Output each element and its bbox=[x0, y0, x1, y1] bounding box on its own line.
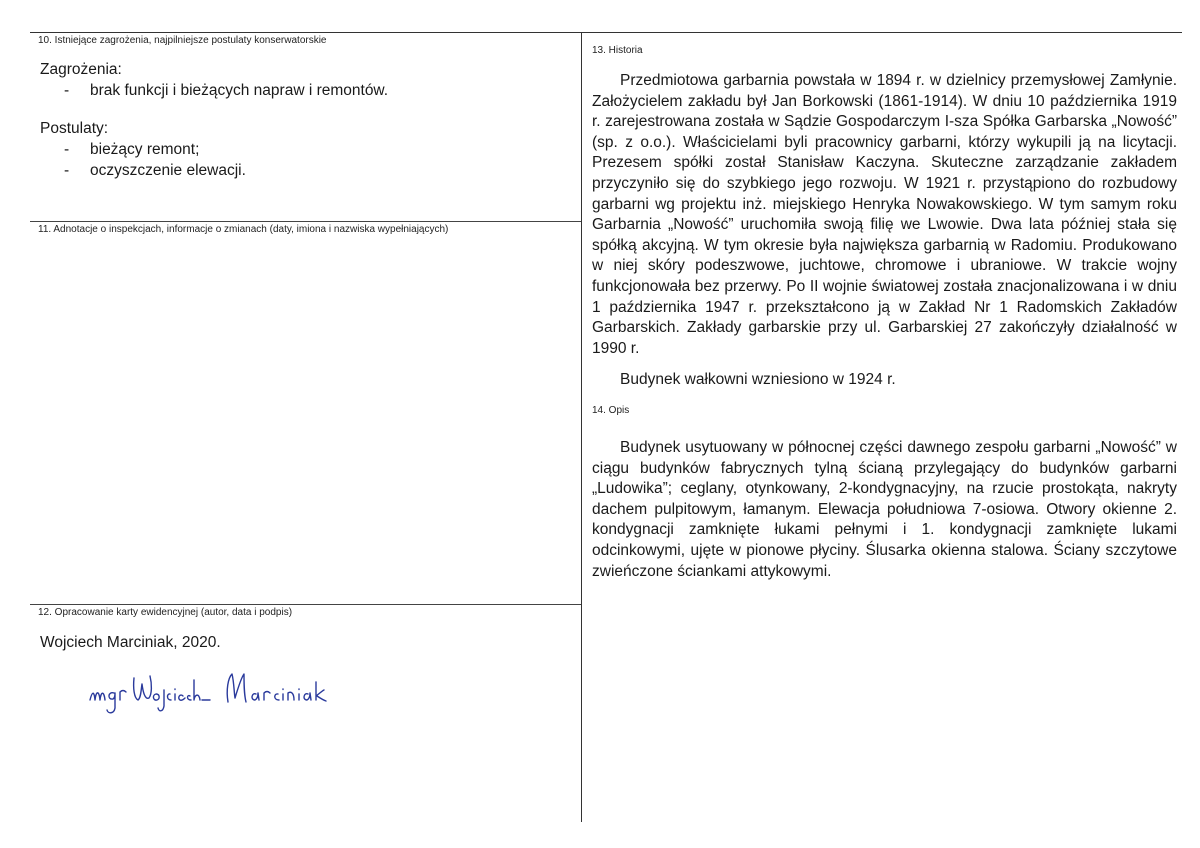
column-divider bbox=[581, 32, 582, 822]
section-11-rule bbox=[30, 221, 581, 222]
postulate-item: - oczyszczenie elewacji. bbox=[40, 160, 246, 181]
section-14-label: 14. Opis bbox=[592, 405, 630, 416]
section-12-label: 12. Opracowanie karty ewidencyjnej (autor, data i podpis) bbox=[38, 607, 293, 618]
section-10-label: 10. Istniejące zagrożenia, najpilniejsze postulaty konserwatorskie bbox=[38, 35, 327, 46]
threats-list bbox=[40, 80, 388, 101]
description-paragraph: Budynek usytuowany w północnej części dawnego zespołu garbarni „Nowość” w ciągu budynków fabrycznych tylną ścianą przylegający do budynków garbarni „Ludowika”; ceglany, otynkowany, 2-kondygnacyjny, na rzucie prostokąta, nakryty dachem pulpitowym, łamanym. Elewacja południowa 7-osiowa. Otwory okienne 2. kondygnacji zamknięte łukami pełnymi i 1. kondygnacji zamknięte lukami odcinkowymi, ujęte w pionowe płyciny. Ślusarka okienna stalowa. Ściany szczytowe zwieńczone ściankami attykowymi. bbox=[592, 439, 1177, 580]
history-paragraph: Przedmiotowa garbarnia powstała w 1894 r. w dzielnicy przemysłowej Zamłynie. Założycielem zakładu był Jan Borkowski (1861-1914). W dniu 10 października 1919 r. zarejestrowana została w Sądzie Gospodarczym I-sza Spółka Garbarska „Nowość” (sp. z o.o.). Właścicielami byli pracownicy garbarni, którzy wykupili ją na licytacji. Prezesem spółki został Stanisław Kaczyna. Skuteczne zarządzanie zakładem przyczyniło się do szybkiego jego rozwoju. W 1921 r. przystąpiono do rozbudowy garbarni wg projektu inż. miejskiego Henryka Nowakowskiego. W tym samym roku Garbarnia „Nowość” uruchomiła swoją filię we Lwowie. Dwa lata później stała się spółką akcyjną. W tym okresie była największa garbarnią w Radomiu. Produkowano w niej skóry podeszwowe, juchtowe, chromowe i ubraniowe. W trakcie wojny funkcjonowała bez przerwy. Po II wojnie światowej została znacjonalizowana i w dniu 1 października 1947 r. przekształcono ją w Zakład Nr 1 Radomskich Zakładów Garbarskich. Zakłady garbarskie przy ul. Garbarskiej 27 zakończyły działalność w 1990 r. bbox=[592, 72, 1177, 357]
section-11-label: 11. Adnotacje o inspekcjach, informacje o zmianach (daty, imiona i nazwiska wypełniających) bbox=[38, 224, 449, 235]
section-12-rule bbox=[30, 604, 581, 605]
threats-heading: Zagrożenia: bbox=[40, 61, 122, 78]
handwritten-signature bbox=[88, 660, 368, 720]
postulate-item: - bieżący remont; bbox=[40, 139, 246, 160]
postulates-list bbox=[40, 139, 246, 181]
threat-item: - brak funkcji i bieżących napraw i remontów. bbox=[40, 80, 388, 101]
author-line: Wojciech Marciniak, 2020. bbox=[40, 634, 221, 651]
top-border bbox=[30, 32, 1182, 33]
postulates-block bbox=[40, 118, 246, 181]
history-paragraph-2: Budynek wałkowni wzniesiono w 1924 r. bbox=[620, 371, 896, 388]
threats-block bbox=[40, 59, 388, 101]
section-13-label: 13. Historia bbox=[592, 45, 643, 56]
postulates-heading: Postulaty: bbox=[40, 120, 109, 137]
